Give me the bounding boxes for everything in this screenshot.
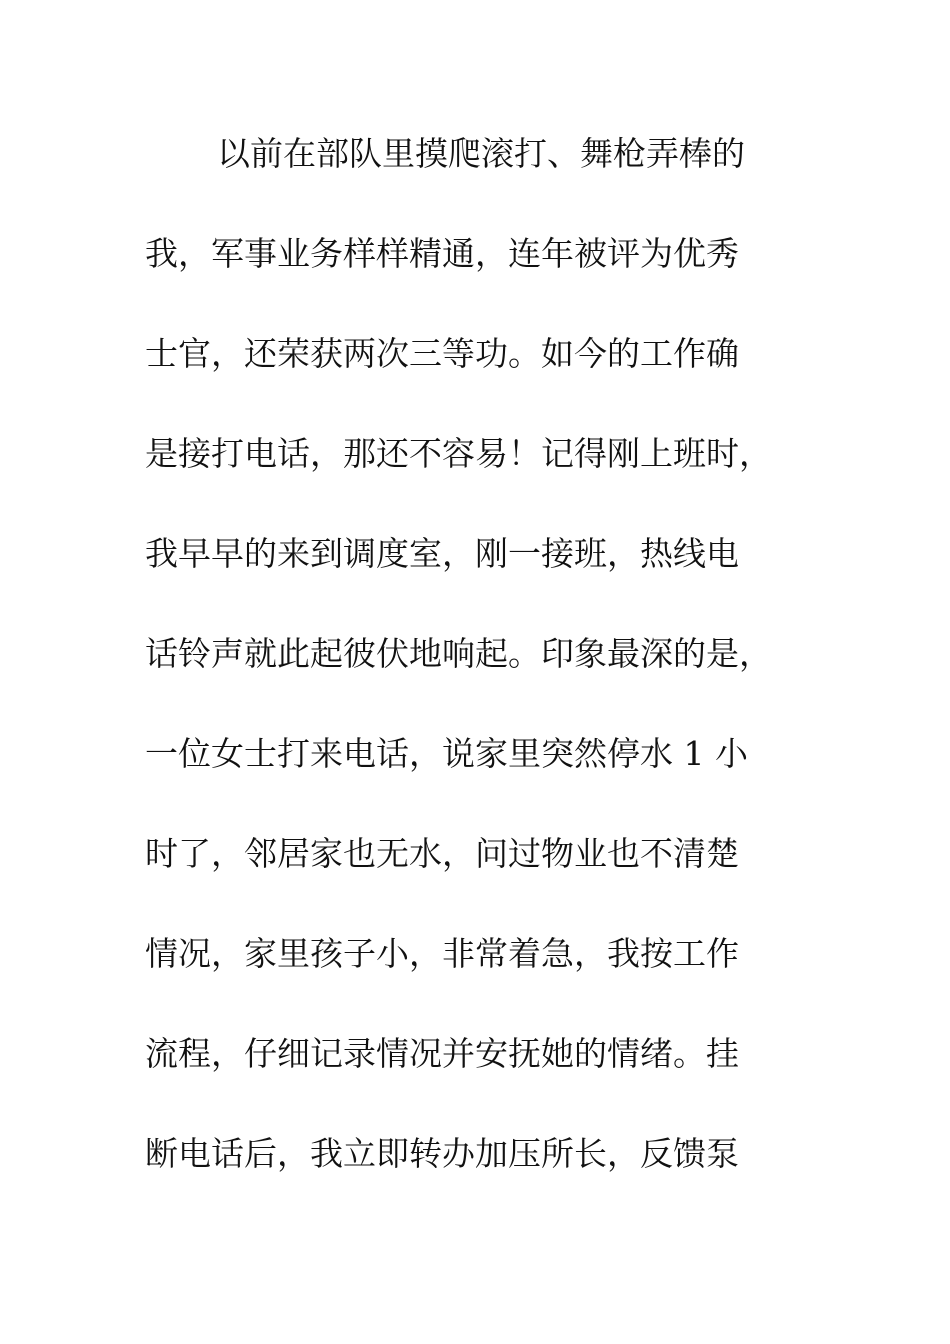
text-line-1: 以前在部队里摸爬滚打、舞枪弄棒的 — [217, 134, 745, 173]
text-line-5: 我早早的来到调度室，刚一接班，热线电 — [145, 534, 739, 573]
text-line-8: 时了，邻居家也无水，问过物业也不清楚 — [145, 834, 739, 873]
text-line-11: 断电话后，我立即转办加压所长，反馈泵 — [145, 1134, 739, 1173]
text-line-9: 情况，家里孩子小，非常着急，我按工作 — [145, 934, 739, 973]
text-line-6: 话铃声就此起彼伏地响起。印象最深的是， — [145, 634, 772, 673]
text-line-10: 流程，仔细记录情况并安抚她的情绪。挂 — [145, 1034, 739, 1073]
text-line-4: 是接打电话，那还不容易！记得刚上班时， — [145, 434, 772, 473]
text-line-7: 一位女士打来电话，说家里突然停水 1 小 — [145, 734, 748, 773]
body-paragraph — [145, 126, 805, 1226]
text-line-2: 我，军事业务样样精通，连年被评为优秀 — [145, 234, 739, 273]
text-line-3: 士官，还荣获两次三等功。如今的工作确 — [145, 334, 739, 373]
